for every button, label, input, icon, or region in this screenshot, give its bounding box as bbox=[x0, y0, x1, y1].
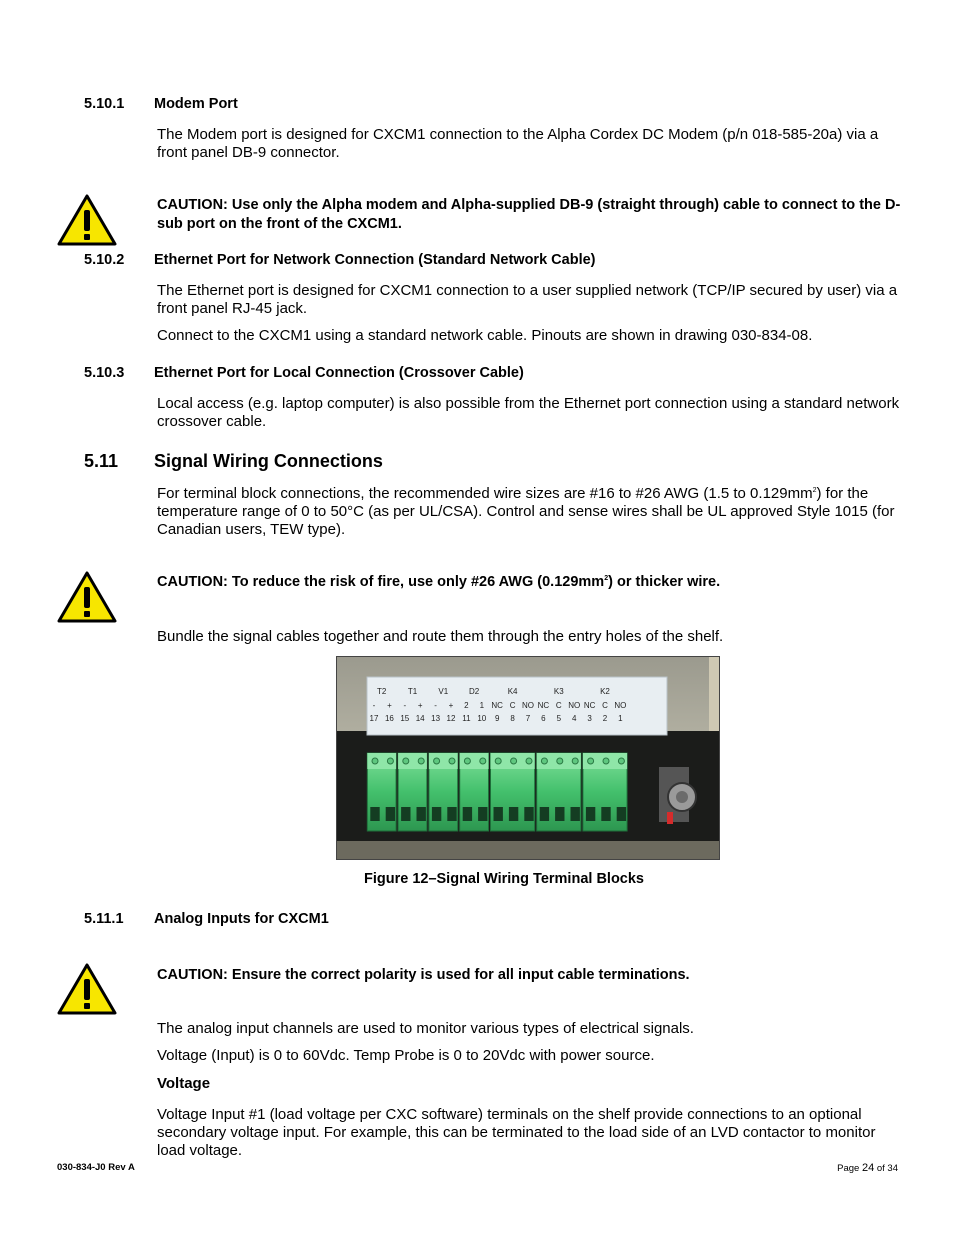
analog-channels-paragraph: The analog input channels are used to monitor various types of electrical signals. bbox=[157, 1020, 694, 1037]
warning-triangle-icon bbox=[57, 571, 117, 623]
crossover-paragraph: Local access (e.g. laptop computer) is also possible from the Ethernet port connection using a standard network crossover cable. bbox=[157, 395, 900, 430]
modem-port-paragraph: The Modem port is designed for CXCM1 connection to the Alpha Cordex DC Modem (p/n 018-585-20a) via a front panel DB-9 connector. bbox=[157, 126, 879, 161]
wire-size-paragraph: For terminal block connections, the recommended wire sizes are #16 to #26 AWG (1.5 to $0.129mm^2$) for the temperature range of 0 to 50°C (as per UL/CSA). Control and sense wires shall be UL approved Style 1015 (for Canadian users, TEW type). bbox=[157, 485, 895, 538]
terminal-polarity-label: C bbox=[555, 701, 562, 710]
terminal-group-label: V1 bbox=[438, 687, 449, 696]
wire-entry-slot bbox=[370, 807, 379, 821]
section-title: Ethernet Port for Local Connection (Crossover Cable) bbox=[154, 365, 524, 381]
terminal-screw bbox=[588, 758, 594, 764]
terminal-blocks-photo bbox=[336, 656, 720, 860]
terminal-number-label: 11 bbox=[462, 714, 471, 723]
section-number: 5.11 bbox=[84, 451, 119, 471]
terminal-number-label: 1 bbox=[618, 714, 623, 723]
figure-caption: Figure 12–Signal Wiring Terminal Blocks bbox=[363, 871, 644, 887]
ethernet-pinout-paragraph: Connect to the CXCM1 using a standard network cable. Pinouts are shown in drawing 030-834-08. bbox=[157, 327, 813, 344]
wire-entry-slot bbox=[571, 807, 580, 821]
terminal-screw bbox=[480, 758, 486, 764]
terminal-polarity-label: 2 bbox=[464, 701, 469, 710]
terminal-polarity-label: - bbox=[372, 701, 376, 710]
terminal-group-label: K4 bbox=[507, 687, 518, 696]
wire-entry-slot bbox=[586, 807, 595, 821]
terminal-number-label: 10 bbox=[477, 714, 487, 723]
terminal-group-label: T2 bbox=[377, 687, 387, 696]
terminal-polarity-label: NC bbox=[583, 701, 596, 710]
terminal-screw bbox=[418, 758, 424, 764]
wire-entry-slot bbox=[601, 807, 610, 821]
terminal-number-label: 15 bbox=[400, 714, 410, 723]
terminal-screw bbox=[449, 758, 455, 764]
section-title: Signal Wiring Connections bbox=[154, 451, 383, 471]
heading-5-11 bbox=[84, 451, 784, 475]
terminal-screw bbox=[511, 758, 517, 764]
terminal-number-label: 9 bbox=[494, 714, 500, 723]
terminal-number-label: 8 bbox=[510, 714, 515, 723]
ethernet-network-paragraph: The Ethernet port is designed for CXCM1 connection to a user supplied network (TCP/IP secured by user) via a front panel RJ-45 jack. bbox=[157, 282, 898, 317]
wire-entry-slot bbox=[555, 807, 564, 821]
caution-polarity: CAUTION: Ensure the correct polarity is used for all input cable terminations. bbox=[157, 967, 690, 983]
terminal-number-label: 16 bbox=[384, 714, 394, 723]
terminal-number-label: 3 bbox=[587, 714, 592, 723]
terminal-screw bbox=[434, 758, 440, 764]
terminal-blocks-illustration bbox=[337, 657, 719, 859]
terminal-screw bbox=[403, 758, 409, 764]
terminal-block-row bbox=[367, 753, 627, 831]
caution-wire-gauge: CAUTION: To reduce the risk of fire, use only #26 AWG $(0.129mm^2)$ or thicker wire. bbox=[157, 574, 721, 590]
wire-entry-slot bbox=[463, 807, 472, 821]
wire-entry-slot bbox=[432, 807, 441, 821]
terminal-polarity-label: - bbox=[403, 701, 407, 710]
wire-entry-slot bbox=[494, 807, 503, 821]
terminal-polarity-label: NO bbox=[614, 701, 627, 710]
terminal-number-label: 13 bbox=[431, 714, 441, 723]
footer-page-number: Page 24 of 34 bbox=[837, 1162, 898, 1174]
terminal-group-label: D2 bbox=[468, 687, 480, 696]
terminal-screw bbox=[495, 758, 501, 764]
wire-entry-slot bbox=[509, 807, 518, 821]
terminal-group-label: K3 bbox=[553, 687, 564, 696]
wire-entry-slot bbox=[417, 807, 426, 821]
terminal-screw bbox=[618, 758, 624, 764]
wire-entry-slot bbox=[447, 807, 456, 821]
terminal-number-label: 14 bbox=[415, 714, 425, 723]
wire-entry-slot bbox=[540, 807, 549, 821]
section-title: Modem Port bbox=[154, 96, 238, 112]
section-number: 5.10.1 bbox=[84, 96, 125, 112]
terminal-number-label: 5 bbox=[556, 714, 562, 723]
voltage-subheading: Voltage bbox=[157, 1075, 211, 1092]
terminal-group-label: K2 bbox=[600, 687, 610, 696]
terminal-polarity-label: NC bbox=[537, 701, 550, 710]
section-number: 5.10.3 bbox=[84, 365, 125, 381]
section-number: 5.10.2 bbox=[84, 252, 125, 268]
heading-5-10-2 bbox=[84, 252, 784, 272]
caution-modem: CAUTION: Use only the Alpha modem and Alpha-supplied DB-9 (straight through) cable to connect to the D-sub port on the front of the CXCM1. bbox=[157, 197, 901, 232]
warning-triangle-icon bbox=[57, 194, 117, 246]
heading-5-10-3 bbox=[84, 365, 784, 385]
terminal-number-label: 12 bbox=[446, 714, 456, 723]
terminal-screw bbox=[526, 758, 532, 764]
wire-entry-slot bbox=[617, 807, 626, 821]
terminal-screw bbox=[572, 758, 578, 764]
section-number: 5.11.1 bbox=[84, 911, 124, 927]
terminal-polarity-label: NO bbox=[568, 701, 581, 710]
terminal-screw bbox=[541, 758, 547, 764]
terminal-number-label: 7 bbox=[525, 714, 531, 723]
terminal-polarity-label: C bbox=[509, 701, 516, 710]
terminal-polarity-label: 1 bbox=[479, 701, 485, 710]
heading-5-10-1 bbox=[84, 96, 784, 116]
terminal-screw bbox=[603, 758, 609, 764]
wire-entry-slot bbox=[524, 807, 533, 821]
footer-doc-number: 030-834-J0 Rev A bbox=[57, 1162, 135, 1173]
terminal-polarity-label: - bbox=[434, 701, 437, 710]
terminal-number-label: 17 bbox=[369, 714, 379, 723]
bundle-cables-paragraph: Bundle the signal cables together and route them through the entry holes of the shelf. bbox=[157, 628, 724, 645]
terminal-polarity-label: + bbox=[387, 701, 392, 710]
voltage-range-paragraph: Voltage (Input) is 0 to 60Vdc. Temp Probe is 0 to 20Vdc with power source. bbox=[157, 1047, 655, 1064]
wire-entry-slot bbox=[401, 807, 410, 821]
section-title: Ethernet Port for Network Connection (Standard Network Cable) bbox=[154, 252, 596, 268]
terminal-polarity-label: + bbox=[448, 701, 454, 710]
warning-triangle-icon bbox=[57, 963, 117, 1015]
terminal-number-label: 4 bbox=[571, 714, 577, 723]
terminal-polarity-label: NO bbox=[522, 701, 534, 710]
terminal-screw bbox=[372, 758, 378, 764]
terminal-number-label: 6 bbox=[541, 714, 546, 723]
wire-entry-slot bbox=[478, 807, 487, 821]
terminal-polarity-label: C bbox=[602, 701, 608, 710]
wire-entry-slot bbox=[386, 807, 395, 821]
section-title: Analog Inputs for CXCM1 bbox=[154, 911, 329, 927]
voltage-input-paragraph: Voltage Input #1 (load voltage per CXC software) terminals on the shelf provide connections to an optional secondary voltage input. For example, this can be terminated to the load side of an LVD contactor to monitor load voltage. bbox=[157, 1106, 876, 1159]
terminal-number-label: 2 bbox=[602, 714, 608, 723]
terminal-screw bbox=[464, 758, 470, 764]
terminal-group-label: T1 bbox=[407, 687, 418, 696]
terminal-screw bbox=[557, 758, 563, 764]
terminal-polarity-label: NC bbox=[491, 701, 503, 710]
heading-5-11-1 bbox=[84, 911, 784, 931]
terminal-polarity-label: + bbox=[417, 701, 423, 710]
terminal-screw bbox=[387, 758, 393, 764]
